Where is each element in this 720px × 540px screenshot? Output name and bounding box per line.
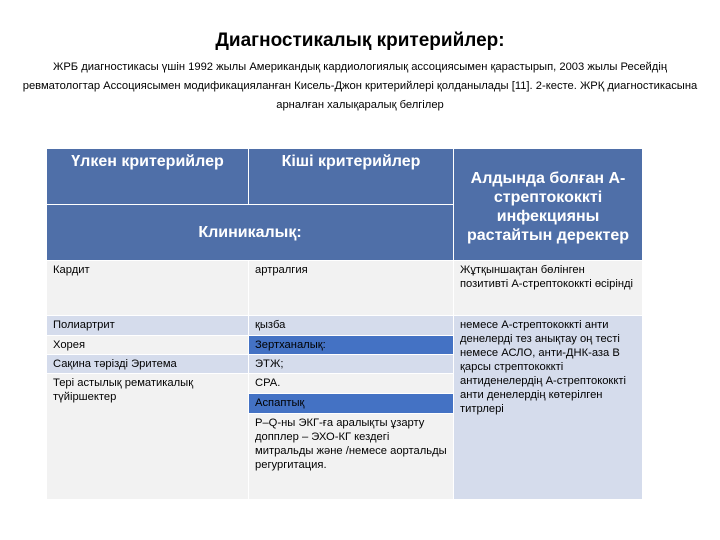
minor-cell: Р–Q-ны ЭКГ-ға аралықты ұзарту допплер – ЭХО-КГ кездегі митральды және /немесе аортальды регургитация. xyxy=(249,414,454,500)
minor-cell-highlighted: Аспаптық xyxy=(249,394,454,414)
page-title: Диагностикалық критерийлер: xyxy=(215,30,505,51)
intro-paragraph: ЖРБ диагностикасы үшін 1992 жылы Американдық кардиологиялық ассоциясымен қарастырып, 2003 жылы Ресейдің ревматологтар Ассоциясымен модификацияланған Кисель-Джон критерийлері қолданылады [11]. 2-кесте. ЖРҚ диагностикасына арналған халықаралық белгілер xyxy=(22,61,698,111)
minor-cell: СРА. xyxy=(249,374,454,394)
criteria-table xyxy=(46,148,643,500)
strep-cell: немесе А-стрептококкті анти денелерді тез анықтау оң тесті немесе АСЛО, анти-ДНК-аза В қарсы стрептококкті антиденелердің А-стрептококкті анти денелердің көтерілген титрлері xyxy=(454,316,643,500)
minor-cell: ЭТЖ; xyxy=(249,355,454,374)
header-strep: Алдында болған А-стрептококкті инфекцияны растайтын деректер xyxy=(454,149,643,261)
major-cell: Тері астылық рематикалық түйіршектер xyxy=(47,374,249,500)
header-major: Үлкен критерийлер xyxy=(47,149,249,205)
minor-cell-highlighted: Зертханалық: xyxy=(249,336,454,355)
minor-cell: артралгия xyxy=(249,261,454,316)
major-cell: Хорея xyxy=(47,336,249,355)
minor-cell: қызба xyxy=(249,316,454,336)
major-cell: Полиартрит xyxy=(47,316,249,336)
header-clinical: Клиникалық: xyxy=(47,205,454,261)
strep-cell: Жұтқыншақтан бөлінген позитивті А-стрептококкті өсірінді xyxy=(454,261,643,316)
major-cell: Сақина тәрізді Эритема xyxy=(47,355,249,374)
header-minor: Кіші критерийлер xyxy=(249,149,454,205)
major-cell: Кардит xyxy=(47,261,249,316)
